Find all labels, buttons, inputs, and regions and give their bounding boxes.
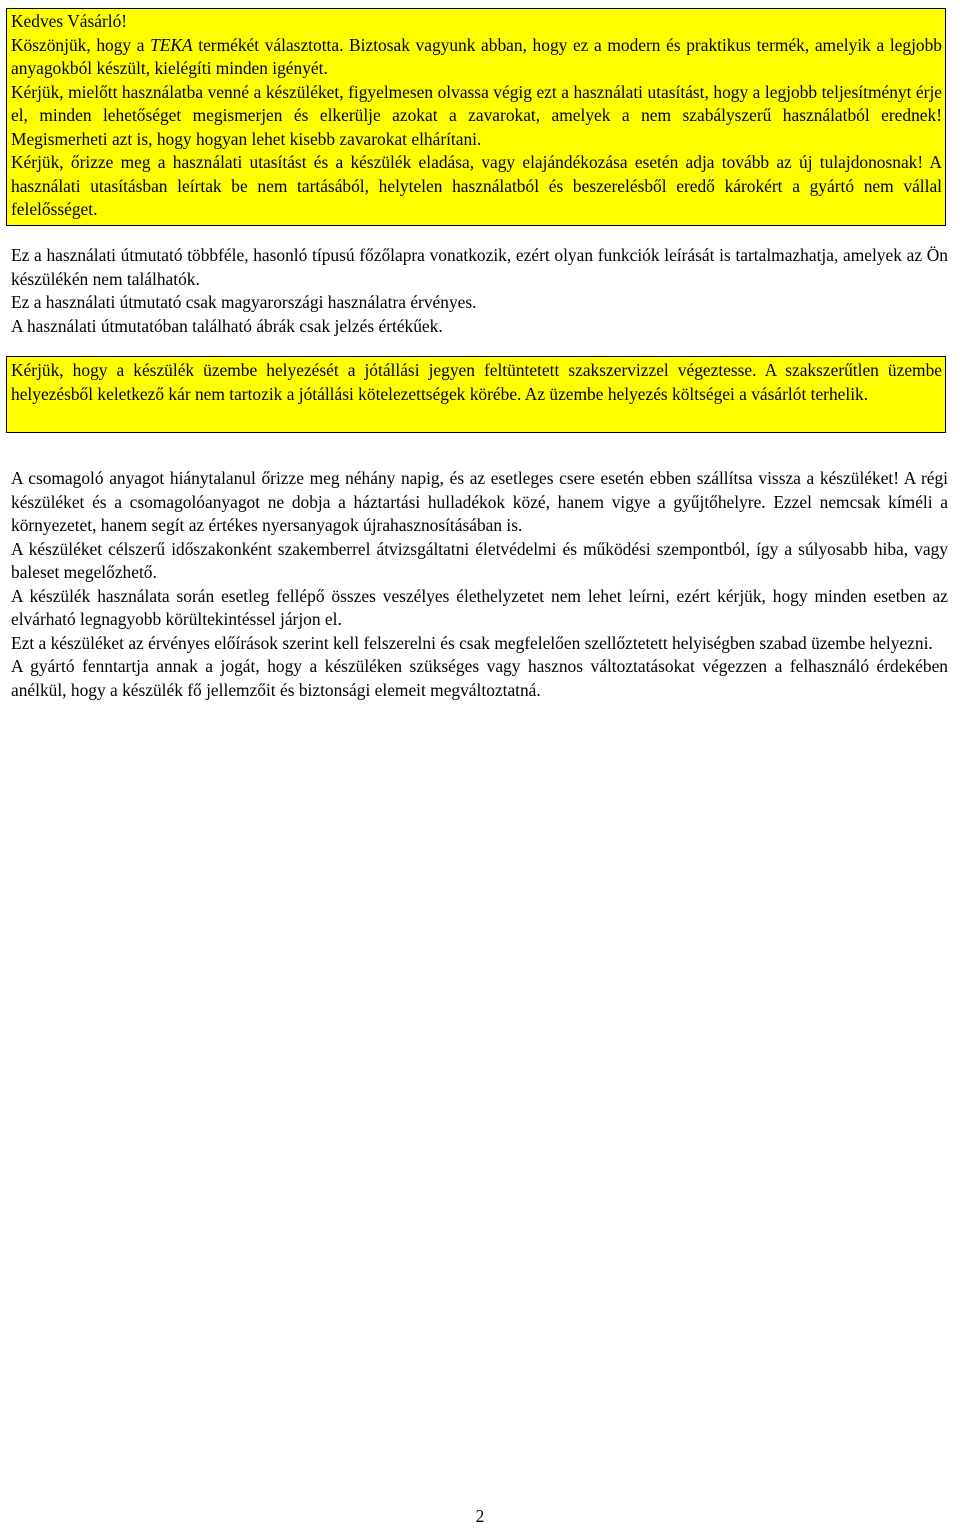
installation-paragraph: Kérjük, hogy a készülék üzembe helyezését a jótállási jegyen feltüntetett szakszervizzel végeztesse. A szakszerűtlen üzembe helyezésből keletkező kár nem tartozik a jótállási kötelezettségek körébe. Az üzembe helyezés költségei a vásárlót terhelik. (11, 360, 942, 404)
safety-paragraph: A készülék használata során esetleg fellépő összes veszélyes élethelyzetet nem lehet leírni, ezért kérjük, hogy minden esetben az elvárható legnagyobb körültekintéssel járjon el. (11, 585, 948, 629)
read-instructions-paragraph: Kérjük, mielőtt használatba venné a készüléket, figyelmesen olvassa végig ezt a használati utasítást, hogy a legjobb teljesítményt érje el, minden lehetőséget megismerjen és elkerülje azokat a zavarokat, amelyek a nem szabályszerű használatból erednek! Megismerheti azt is, hogy hogyan lehet kisebb zavarokat elhárítani. (11, 81, 942, 149)
safety-paragraph: A készüléket célszerű időszakonként szakemberrel átvizsgáltatni életvédelmi és működési szempontból, így a súlyosabb hiba, vagy baleset megelőzhető. (11, 538, 948, 582)
general-note: Ez a használati útmutató többféle, hasonló típusú főzőlapra vonatkozik, ezért olyan funkciók leírását is tartalmazhatja, amelyek az Ön készülékén nem találhatók. (11, 245, 948, 289)
general-note: Ez a használati útmutató csak magyarországi használatra érvényes. (11, 292, 477, 312)
welcome-notice-box (6, 8, 946, 226)
safety-section (11, 467, 948, 702)
general-notes (11, 244, 948, 338)
brand-name: TEKA (150, 34, 193, 55)
safety-paragraph: A gyártó fenntartja annak a jogát, hogy a készüléken szükséges vagy hasznos változtatásokat végezzen a felhasználó érdekében anélkül, hogy a készülék fő jellemzőit és biztonsági elemeit megváltoztatná. (11, 656, 948, 700)
thanks-paragraph (11, 34, 942, 81)
general-note: A használati útmutatóban található ábrák csak jelzés értékűek. (11, 315, 443, 336)
thanks-before-brand: Köszönjük, hogy a (11, 34, 151, 55)
thanks-after-brand: termékét választotta. Biztosak vagyunk abban, hogy ez a modern és praktikus termék, amelyik a legjobb anyagokból készült, kielégíti minden igényét. (11, 34, 942, 78)
keep-instructions-paragraph: Kérjük, őrizze meg a használati utasítást és a készülék eladása, vagy elajándékozása esetén adja tovább az új tulajdonosnak! A használati utasításban leírtak be nem tartásából, helytelen használatból és beszerelésből eredő károkért a gyártó nem vállal felelősséget. (11, 152, 942, 219)
safety-paragraph: Ezt a készüléket az érvényes előírások szerint kell felszerelni és csak megfelelően szellőztetett helyiségben szabad üzembe helyezni. (11, 632, 933, 653)
safety-paragraph: A csomagoló anyagot hiánytalanul őrizze meg néhány napig, és az esetleges csere esetén ebben szállítsa vissza a készüléket! A régi készüléket és a csomagolóanyagot ne dobja a háztartási hulladékok közé, hanem vigye a gyűjtőhelyre. Ezzel nemcsak kíméli a környezetet, hanem segít az értékes nyersanyagok újrahasznosításában is. (11, 468, 948, 535)
page-number: 2 (475, 1506, 485, 1526)
greeting: Kedves Vásárló! (11, 11, 128, 31)
installation-notice-box (6, 356, 946, 433)
